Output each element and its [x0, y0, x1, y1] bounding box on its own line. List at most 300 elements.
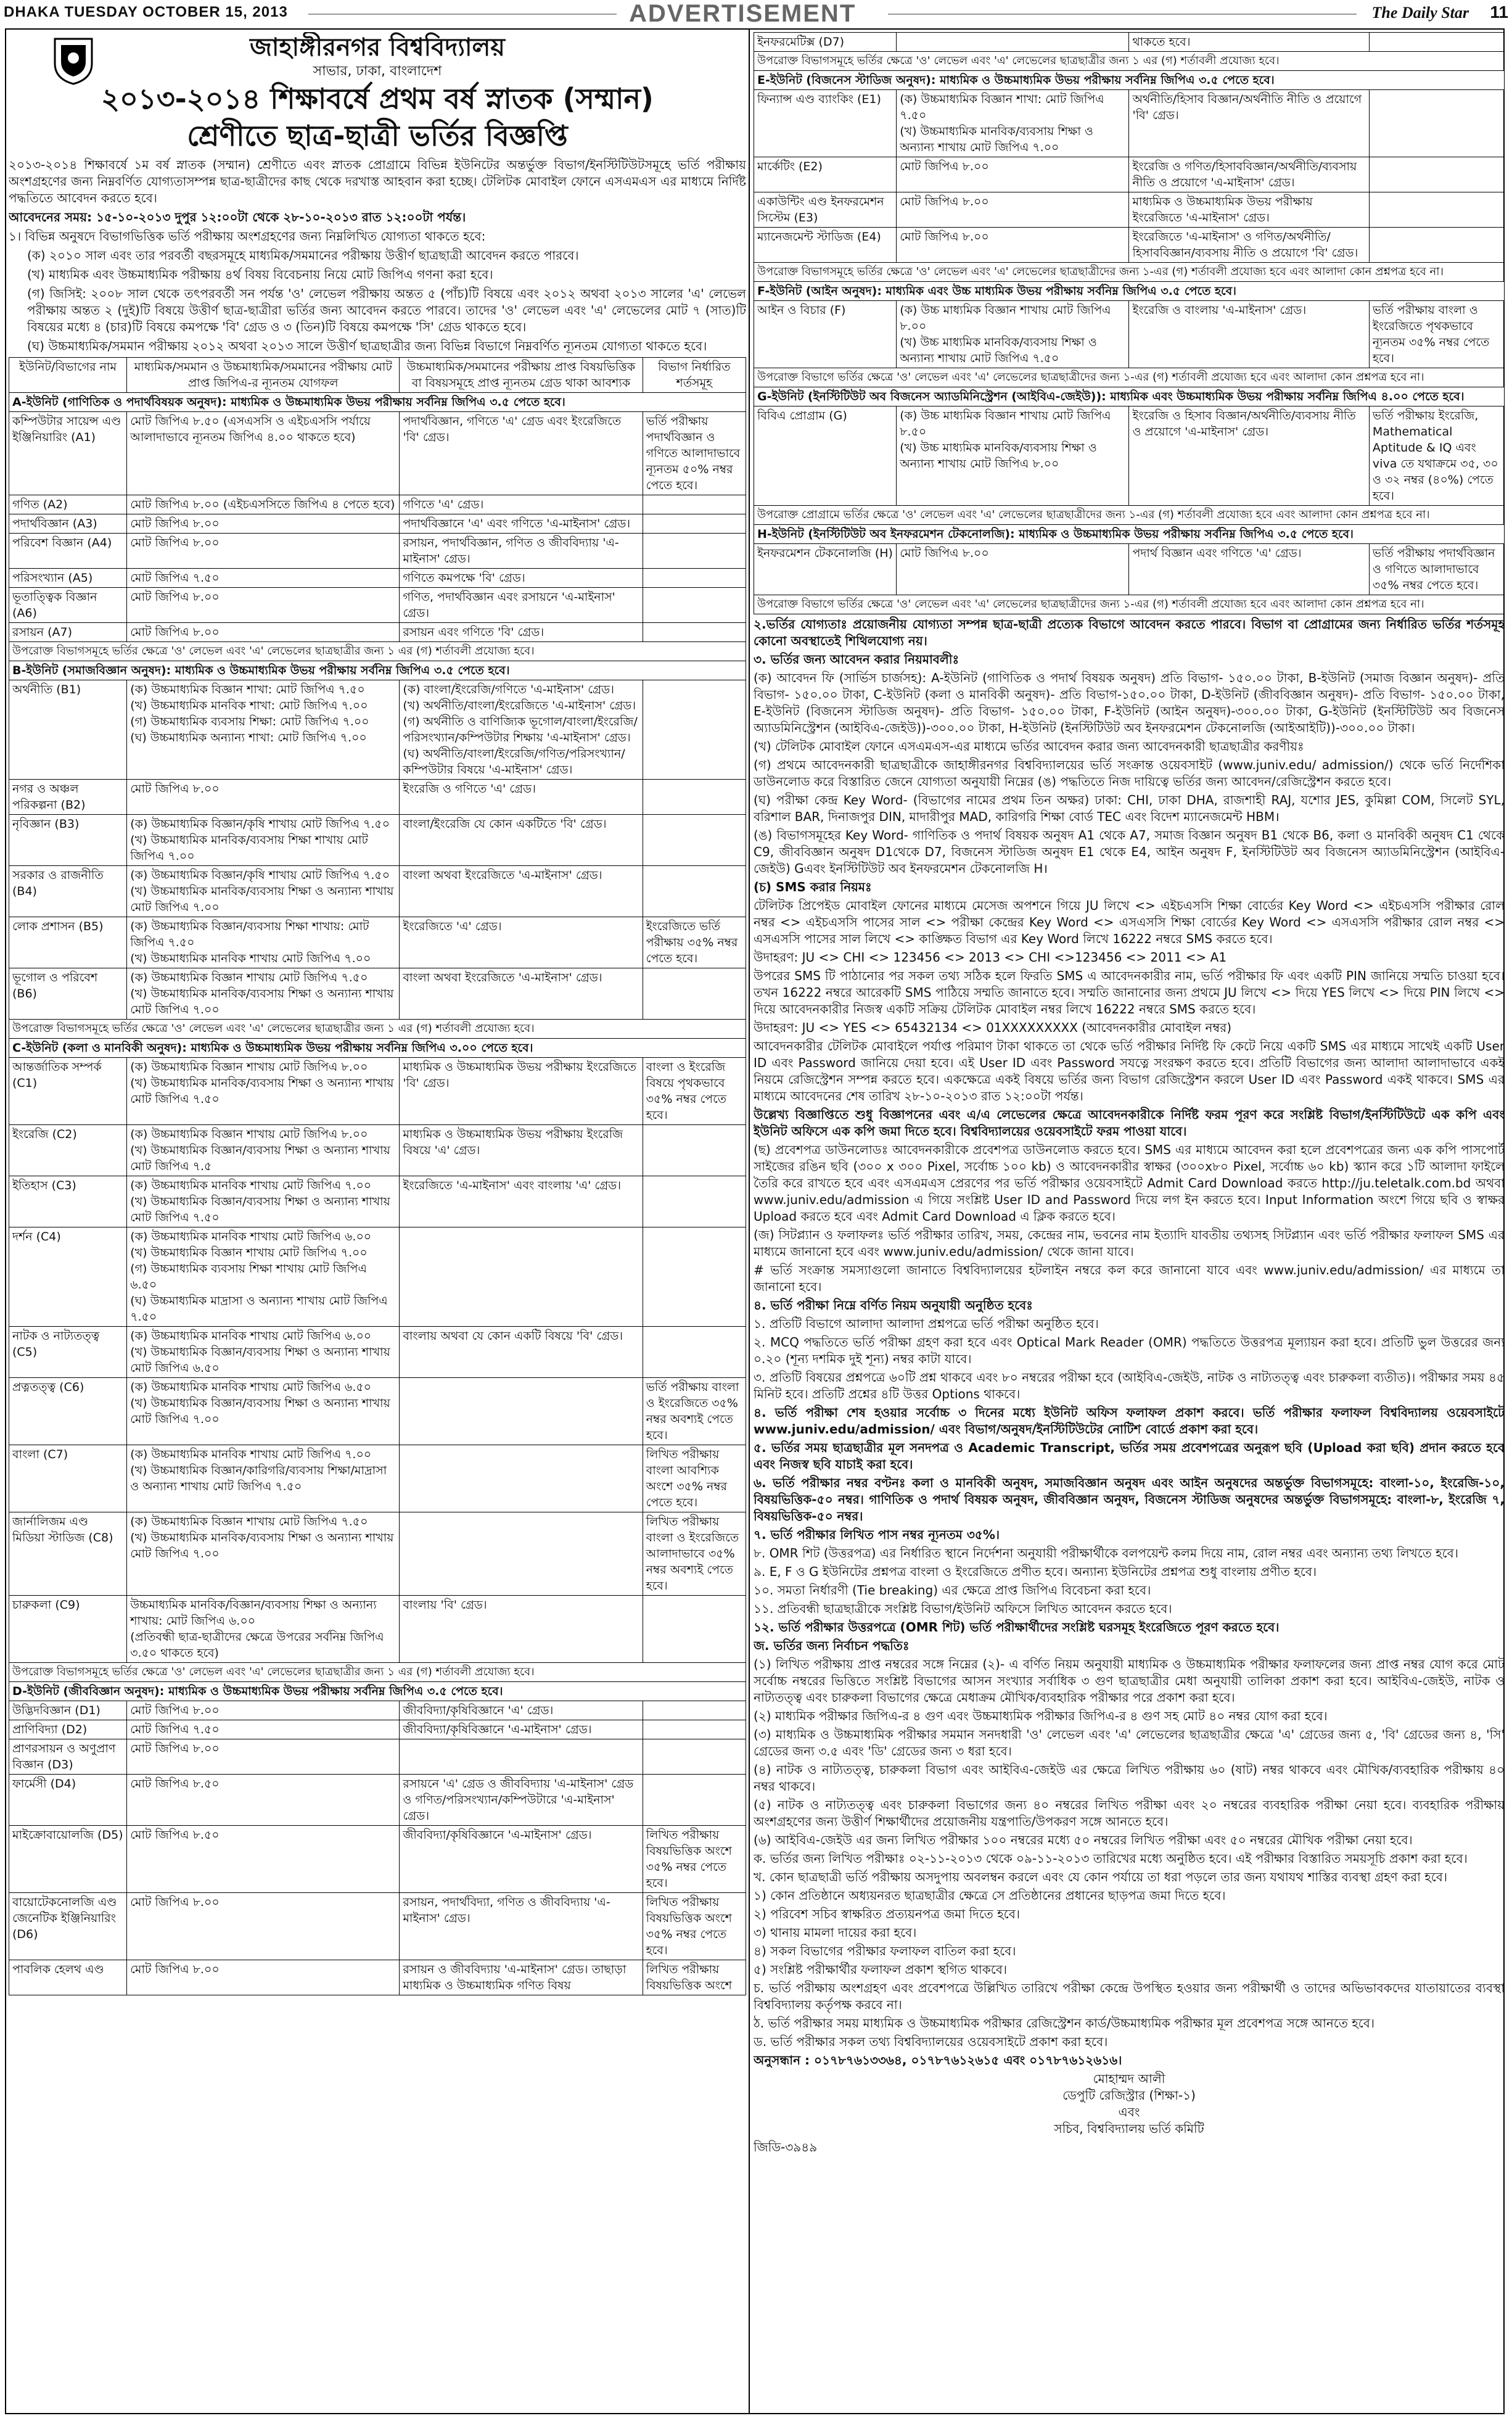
unit-e-heading	[754, 71, 1505, 90]
grade-requirement: ইংরেজি ও গণিত/হিসাববিজ্ঞান/অর্থনীতি/ব্যবসায় নীতি ও প্রয়োগে 'এ-মাইনাস' গ্রেড।	[1129, 157, 1369, 192]
header-grade: উচ্চমাধ্যমিক/সমমানের পরীক্ষায় প্রাপ্ত বিষয়ভিত্তিক বা বিষয়সমূহে প্রাপ্ত ন্যূনতম গ্রেড থাকা আবশ্যক	[400, 358, 643, 393]
department-name: উদ্ভিদবিজ্ঞান (D1)	[9, 1701, 127, 1720]
gpa-requirement: (ক) উচ্চ মাধ্যমিক বিজ্ঞান শাখায় মোট জিপিএ ৮.৫০ (খ) উচ্চ মাধ্যমিক মানবিক/ব্যবসায় শিক্ষা ও অন্যান্য শাখায় মোট জিপিএ ৮.০০	[897, 406, 1129, 506]
department-conditions: ভর্তি পরীক্ষায় ইংরেজি, Mathematical Aptitude & IQ এবং viva তে যথাক্রমে ৩৫, ৩০ ও ৩২ নম্বর (৪০%) পেতে হবে।	[1369, 406, 1504, 506]
grade-requirement: জীববিদ্যা/কৃষিবিজ্ঞানে 'এ' গ্রেড।	[400, 1701, 643, 1720]
left-column	[9, 32, 746, 2411]
instruction-paragraph: খ. কোন ছাত্রছাত্রী ভর্তি পরীক্ষায় অসদুপায় অবলম্বন করলে এবং যে কোন পর্যায়ে তা ধরা পড়লে তার জন্য যথাযথ শাস্তির ব্যবস্থা গ্রহণ করা হবে।	[754, 1870, 1448, 1884]
table-row	[9, 680, 746, 780]
gpa-requirement: (ক) উচ্চমাধ্যমিক বিজ্ঞান/কৃষি শাখায় মোট জিপিএ ৭.৫০ (খ) উচ্চমাধ্যমিক মানবিক/ব্যবসায় শিক্ষা ও অন্যান্য শাখায় মোট জিপিএ ৭.০০	[127, 866, 400, 917]
instruction-paragraph: (৪) নাটক ও নাট্যতত্ত্ব, চারুকলা বিভাগ এবং আইবিএ-জেইউ এর ক্ষেত্রে লিখিত পরীক্ষায় ৬০ (ষাট) নম্বর থাকবে এবং মৌখিক/ব্যবহারিক পরীক্ষায় ৪০ নম্বর থাকবে।	[754, 1762, 1505, 1794]
gpa-requirement: মোট জিপিএ ৮.৫০	[127, 1775, 400, 1826]
instruction-paragraph: (ঙ) বিভাগসমূহের Key Word- গাণিতিক ও পদার্থ বিষয়ক অনুষদ A1 থেকে A7, সমাজ বিজ্ঞান অনুষদ B1 থেকে B6, কলা ও মানবিকী অনুষদ C1 থেকে C9, জীববিজ্ঞান অনুষদ D1থেকে D7, বিজনেস স্টাডিজ অনুষদ E1 থেকে E4, আইন অনুষদ F, ইনস্টিটিউট অব বিজনেস অ্যাডমিনিস্ট্রেশন (আইবিএ-জেইউ) Gএবং ইনস্টিটিউট অব ইনফরমেশন টেকনোলজি H।	[754, 828, 1505, 876]
gpa-requirement: মোট জিপিএ ৮.০০	[127, 623, 400, 642]
notice-title-line1: ২০১৩-২০১৪ শিক্ষাবর্ষে প্রথম বর্ষ স্নাতক (সম্মান)	[101, 82, 654, 115]
instruction-paragraph: (ঘ) পরীক্ষা কেন্দ্র Key Word- (বিভাগের নামের প্রথম তিন অক্ষর) ঢাকা: CHI, ঢাকা DHA, রাজশাহী RAJ, যশোর JES, কুমিল্লা COM, সিলেট SYL, বরিশাল BAR, দিনাজপুর DIN, মাদারীপুর MAD, কারিগরি শিক্ষা বোর্ড TEC এবং বিদেশ ম্যানেজমেন্ট HBM।	[754, 793, 1505, 824]
department-name: ইতিহাস (C3)	[9, 1176, 127, 1227]
signature-block	[754, 2071, 1505, 2137]
instruction-paragraph: (জ) সিটপ্ল্যান ও ফলাফলঃ ভর্তি পরীক্ষার তারিখ, সময়, কেন্দ্রের নাম, ভবনের নাম ইত্যাদি যাবতীয় তথ্যসহ সিটপ্ল্যান এবং ভর্তি পরীক্ষার ফলাফল SMS এর মাধ্যমে জানানো হবে এবং www.juniv.edu/admission/ থেকে জানা যাবে।	[754, 1227, 1505, 1259]
hotline: অনুসন্ধান : ০১৭৮৭৬১৩৩৬৪, ০১৭৮৭৬১২৬১৫ এবং ০১৭৮৭৬১২৬১৬।	[754, 2053, 1122, 2068]
gpa-requirement: মোট জিপিএ ৮.৫০ (এসএসসি ও এইচএসসি পর্যায়ে আলাদাভাবে ন্যূনতম জিপিএ ৪.০০ থাকতে হবে)	[127, 412, 400, 495]
gpa-requirement: (ক) উচ্চমাধ্যমিক মানবিক শাখায় মোট জিপিএ ৭.০০ (খ) উচ্চমাধ্যমিক বিজ্ঞান/কারিগরি/ব্যবসায় শিক্ষা/মাদ্রাসা ও অন্যান্য শাখায় মোট জিপিএ ৭.৫০	[127, 1445, 400, 1512]
table-row	[9, 623, 746, 642]
grade-requirement: বাংলায় অথবা যে কোন একটি বিষয়ে 'বি' গ্রেড।	[400, 1327, 643, 1378]
department-name: বায়োটেকনোলজি এণ্ড জেনেটিক ইঞ্জিনিয়ারিং (D6)	[9, 1893, 127, 1960]
department-name: নৃবিজ্ঞান (B3)	[9, 815, 127, 866]
department-name: কম্পিউটার সায়েন্স এণ্ড ইঞ্জিনিয়ারিং (A1)	[9, 412, 127, 495]
instruction-paragraph: ৪) সকল বিভাগের পরীক্ষার ফলাফল বাতিল করা হবে।	[754, 1944, 1016, 1958]
department-name: ম্যানেজমেন্ট স্টাডিজ (E4)	[754, 228, 897, 263]
instruction-paragraph: ২. MCQ পদ্ধতিতে ভর্তি পরীক্ষা গ্রহণ করা হবে এবং Optical Mark Reader (OMR) পদ্ধতিতে উত্তরপত্র মূল্যায়ন করা হবে। প্রতিটি ভুল উত্তরের জন্য ০.২০ (শূন্য দশমিক দুই শূন্য) নম্বর কাটা যাবে।	[754, 1335, 1505, 1366]
department-conditions	[643, 1125, 746, 1176]
gpa-requirement: উচ্চমাধ্যমিক মানবিক/বিজ্ঞান/ব্যবসায় শিক্ষা ও অন্যান্য শাখায়: মোট জিপিএ ৬.০০ (প্রতিবন্ধী ছাত্র-ছাত্রীদের ক্ষেত্রে উপরের সর্বনিম্ন জিপিএ ৩.৫০ থাকতে হবে)	[127, 1596, 400, 1663]
instruction-paragraph: ৮. OMR শিট (উত্তরপত্র) এর নির্ধারিত স্থানে নির্দেশনা অনুযায়ী পরীক্ষার্থীকে বলপয়েন্ট কলম দিয়ে নাম, রোল নম্বর এবং অন্যান্য তথ্য লিখতে হবে।	[754, 1546, 1458, 1561]
department-conditions: ভর্তি পরীক্ষায় বাংলা ও ইংরেজিতে ৩৫% নম্বর অবশ্যই পেতে হবে।	[643, 1378, 746, 1445]
gpa-requirement: মোট জিপিএ ৮.০০	[127, 1739, 400, 1775]
department-conditions	[1369, 90, 1504, 157]
requirement-ka: (ক) ২০১০ সাল এবং তার পরবর্তী বছরসমূহে মাধ্যমিক/সমমানের পরীক্ষায় উত্তীর্ণ ছাত্রছাত্রী আবেদন করতে পারবে।	[27, 248, 579, 263]
department-name: মাইক্রোবায়োলজি (D5)	[9, 1826, 127, 1893]
unit-d-heading-text: D-ইউনিট (জীববিজ্ঞান অনুষদ): মাধ্যমিক ও উচ্চমাধ্যমিক উভয় পরীক্ষায় সর্বনিম্ন জিপিএ ৩.৫ পেতে হবে।	[9, 1682, 746, 1701]
table-row	[754, 157, 1505, 192]
gpa-requirement: মোট জিপিএ ৮.০০	[897, 544, 1129, 595]
department-name: একাউন্টিং এণ্ড ইনফরমেশন সিস্টেম (E3)	[754, 192, 897, 228]
gpa-requirement: (ক) উচ্চমাধ্যমিক বিজ্ঞান শাখায় মোট জিপিএ ৭.৫০ (খ) উচ্চমাধ্যমিক মানবিক/ব্যবসায় শিক্ষা ও অন্যান্য শাখায় মোট জিপিএ ৭.০০	[127, 968, 400, 1020]
department-conditions	[643, 534, 746, 569]
column-divider	[749, 28, 750, 2414]
gpa-requirement: মোট জিপিএ ৮.৫০	[127, 1826, 400, 1893]
unit-d-note-text: উপরোক্ত বিভাগসমূহে ভর্তির ক্ষেত্রে 'ও' লেভেল এবং 'এ' লেভেলের ছাত্রছাত্রীর জন্য ১ এর (গ) শর্তাবলী প্রযোজ্য হবে।	[754, 52, 1505, 71]
department-name: প্রাণরসায়ন ও অণুপ্রাণ বিজ্ঞান (D3)	[9, 1739, 127, 1775]
grade-requirement: বাংলা অথবা ইংরেজিতে 'এ-মাইনাস' গ্রেড।	[400, 968, 643, 1020]
table-row	[9, 514, 746, 534]
gpa-requirement: (ক) উচ্চ মাধ্যমিক বিজ্ঞান শাখায় মোট জিপিএ ৮.০০ (খ) উচ্চ মাধ্যমিক মানবিক/ব্যবসায় শিক্ষা ও অন্যান্য শাখায় মোট জিপিএ ৭.৫০	[897, 301, 1129, 368]
gpa-requirement: (ক) উচ্চমাধ্যমিক মানবিক শাখায় মোট জিপিএ ৭.০০ (খ) উচ্চমাধ্যমিক বিজ্ঞান/ব্যবসায় শিক্ষা ও অন্যান্য শাখায় মোট জিপিএ ৭.৫০	[127, 1176, 400, 1227]
table-row	[9, 1893, 746, 1960]
gpa-requirement: (ক) উচ্চমাধ্যমিক বিজ্ঞান শাখা: মোট জিপিএ ৭.৫০ (খ) উচ্চমাধ্যমিক মানবিক/ব্যবসায় শিক্ষা ও অন্যান্য শাখায় মোট জিপিএ ৭.০০	[897, 90, 1129, 157]
unit-h-heading-text: H-ইউনিট (ইনস্টিটিউট অব ইনফরমেশন টেকনোলজি): মাধ্যমিক ও উচ্চমাধ্যমিক উভয় পরীক্ষায় সর্বনিম্ন জিপিএ ৩.৫ পেতে হবে।	[754, 525, 1505, 544]
grade-requirement	[400, 1378, 643, 1445]
department-name: জার্নালিজম এণ্ড মিডিয়া স্টাডিজ (C8)	[9, 1512, 127, 1596]
table-row	[9, 534, 746, 569]
gpa-requirement: মোট জিপিএ ৭.৫০	[127, 1720, 400, 1739]
department-conditions	[643, 1701, 746, 1720]
instruction-paragraph: (ছ) প্রবেশপত্র ডাউনলোডঃ আবেদনকারীকে প্রবেশপত্র ডাউনলোড করতে হবে। SMS এর মাধ্যমে আবেদন করা হলে প্রবেশপত্রের জন্য এক কপি পাসপোর্ট সাইজের রঙিন ছবি (৩০০ x ৩০০ Pixel, সর্বোচ্চ ১০০ kb) ও আবেদনকারীর স্বাক্ষর (৩০০x৮০ Pixel, সর্বোচ্চ ৬০ kb) স্ক্যান করে ১টি আলাদা ফাইলে তৈরি করে রাখতে হবে এবং এসএমএস প্রেরণের পর ভর্তি পরীক্ষার ওয়েবসাইটে Admit Card Download করতে http://ju.teletalk.com.bd অথবা www.juniv.edu/admission এ গিয়ে সংশ্লিষ্ট User ID and Password দিয়ে লগ ইন করতে হবে। Input Information অংশে গিয়ে ছবি ও স্বাক্ষর Upload করতে হবে এবং Admit Card Download এ ক্লিক করতে হবে।	[754, 1142, 1505, 1224]
instruction-paragraph: উল্লেখ্য বিজ্ঞাপ্তিতে শুধু বিজ্ঞাপনের এবং এ/এ লেভেলের ক্ষেত্রে আবেদনকারীকে নির্দিষ্ট ফরম পূরণ করে সংশ্লিষ্ট বিভাগ/ইনস্টিটিউটে এক কপি এবং ইউনিট অফিসে এক কপি জমা দিতে হবে। বিশ্ববিদ্যালয়ের ওয়েবসাইটে ফরম পাওয়া যাবে।	[754, 1107, 1505, 1139]
department-name: বাংলা (C7)	[9, 1445, 127, 1512]
unit-d-note	[754, 52, 1505, 71]
department-name: ভূগোল ও পরিবেশ (B6)	[9, 968, 127, 1020]
grade-requirement: রসায়নে 'এ' গ্রেড ও জীববিদ্যায় 'এ-মাইনাস' গ্রেড ও গণিত/পরিসংখ্যান/কম্পিউটারে 'এ-মাইনাস' গ্রেড।	[400, 1775, 643, 1826]
unit-e-note-text: উপরোক্ত বিভাগসমূহে ভর্তির ক্ষেত্রে 'ও' লেভেল এবং 'এ' লেভেলের ছাত্রছাত্রীদের জন্য ১-এর (গ) শর্তাবলী প্রযোজ্য হবে এবং আলাদা কোন প্রশ্নপত্র হবে না।	[754, 263, 1505, 282]
gpa-requirement: (ক) উচ্চমাধ্যমিক মানবিক শাখায় মোট জিপিএ ৬.৫০ (খ) উচ্চমাধ্যমিক বিজ্ঞান/ব্যবসায় শিক্ষা ও অন্যান্য শাখায় মোট জিপিএ ৭.০০	[127, 1378, 400, 1445]
department-name: ইংরেজি (C2)	[9, 1125, 127, 1176]
department-conditions: লিখিত পরীক্ষায় বাংলা ও ইংরেজিতে আলাদাভাবে ৩৫% নম্বর অবশ্যই পেতে হবে।	[643, 1512, 746, 1596]
department-name: বিবিএ প্রোগ্রাম (G)	[754, 406, 897, 506]
department-conditions: লিখিত পরীক্ষায় বিষয়ভিত্তিক অংশে	[643, 1960, 746, 1995]
table-row	[754, 90, 1505, 157]
unit-c-note	[9, 1663, 746, 1682]
department-name: নাটক ও নাট্যতত্ত্ব (C5)	[9, 1327, 127, 1378]
signer-title: ডেপুটি রেজিস্ট্রার (শিক্ষা-১)	[1062, 2088, 1196, 2103]
table-row	[754, 406, 1505, 506]
grade-requirement: রসায়ন, পদার্থবিদ্যা, গণিত ও জীববিদ্যায় 'এ-মাইনাস' গ্রেড।	[400, 1893, 643, 1960]
university-logo-icon	[52, 36, 95, 85]
instruction-paragraph: উদাহরণ: JU <> CHI <> 123456 <> 2013 <> CHI <>123456 <> 2011 <> A1	[754, 950, 1227, 965]
gpa-requirement: মোট জিপিএ ৮.০০	[127, 1893, 400, 1960]
unit-a-note-text: উপরোক্ত বিভাগসমূহে ভর্তির ক্ষেত্রে 'ও' লেভেল এবং 'এ' লেভেলের ছাত্রছাত্রীর জন্য ১ এর (গ) শর্তাবলী প্রযোজ্য হবে।	[9, 642, 746, 661]
table-row	[9, 968, 746, 1020]
instruction-paragraph: টেলিটক প্রিপেইড মোবাইল ফোনের মাধ্যমে মেসেজ অপশনে গিয়ে JU লিখে <> এইচএসসি শিক্ষা বোর্ডের Key Word <> এইচএসসি পরীক্ষার রোল নম্বর <> এইচএসসি পাসের সাল <> পরীক্ষা কেন্দ্রের Key Word <> এসএসসি শিক্ষা বোর্ডের Key Word <> এসএসসি পরীক্ষার রোল নম্বর <> এসএসসি পাসের সাল লিখে <> কাঙ্ক্ষিত বিভাগ এর Key Word লিখে 16222 নম্বরে SMS করতে হবে।	[754, 898, 1505, 946]
gpa-requirement: মোট জিপিএ ৮.০০	[897, 157, 1129, 192]
grade-requirement: রসায়ন ও জীববিদ্যায় 'এ-মাইনাস' গ্রেড। তাছাড়া মাধ্যমিক ও উচ্চমাধ্যমিক গণিত বিষয়	[400, 1960, 643, 1995]
instruction-paragraph: ৪. ভর্তি পরীক্ষা নিম্নে বর্ণিত নিয়ম অনুযায়ী অনুষ্ঠিত হবেঃ	[754, 1298, 1033, 1313]
unit-g-heading-text: G-ইউনিট (ইনস্টিটিউট অব বিজনেস অ্যাডমিনিস্ট্রেশন (আইবিএ-জেইউ)): মাধ্যমিক এবং উচ্চমাধ্যমিক উভয় পরীক্ষায় সর্বনিম্ন জিপিএ ৪.০০ পেতে হবে।	[754, 387, 1505, 406]
university-name: জাহাঙ্গীরনগর বিশ্ববিদ্যালয়	[250, 33, 505, 62]
department-conditions	[643, 588, 746, 623]
table-row	[9, 1960, 746, 1995]
unit-g-note	[754, 506, 1505, 525]
grade-requirement: রসায়ন, পদার্থবিজ্ঞান, গণিত ও জীববিদ্যায় 'এ-মাইনাস' গ্রেড।	[400, 534, 643, 569]
grade-requirement: ইংরেজিতে 'এ-মাইনাস' ও গণিত/অর্থনীতি/হিসাববিজ্ঞান/ব্যবসায় নীতি ও প্রয়োগে 'বি' গ্রেড।	[1129, 228, 1369, 263]
unit-b-note-text: উপরোক্ত বিভাগসমূহে ভর্তির ক্ষেত্রে 'ও' লেভেল এবং 'এ' লেভেলের ছাত্রছাত্রীর জন্য ১ এর (গ) শর্তাবলী প্রযোজ্য হবে।	[9, 1020, 746, 1039]
gpa-requirement	[897, 33, 1129, 52]
table-row	[9, 588, 746, 623]
department-conditions	[643, 866, 746, 917]
unit-g-heading	[754, 387, 1505, 406]
grade-requirement: পদার্থ বিজ্ঞান এবং গণিতে 'এ' গ্রেড।	[1129, 544, 1369, 595]
grade-requirement: ইংরেজি ও হিসাব বিজ্ঞান/অর্থনীতি/ব্যবসায় নীতি ও প্রয়োগে 'এ-মাইনাস' গ্রেড।	[1129, 406, 1369, 506]
table-row	[9, 815, 746, 866]
table-row	[9, 1739, 746, 1775]
department-name: পাবলিক হেলথ এণ্ড	[9, 1960, 127, 1995]
table-row	[9, 866, 746, 917]
table-header	[9, 358, 746, 393]
gpa-requirement: মোট জিপিএ ৮.০০	[897, 228, 1129, 263]
instruction-paragraph: ঠ. ভর্তি পরীক্ষার সময় মাধ্যমিক ও উচ্চমাধ্যমিক পরীক্ষার রেজিস্ট্রেশন কার্ড/উচ্চমাধ্যমিক পরীক্ষার মূল প্রবেশপত্র সঙ্গে আনতে হবে।	[754, 2016, 1375, 2031]
table-row	[9, 1512, 746, 1596]
header-conditions: বিভাগ নির্ধারিত শর্তসমূহ	[643, 358, 746, 393]
table-row	[9, 412, 746, 495]
unit-f-heading	[754, 282, 1505, 301]
grade-requirement: বাংলায় 'বি' গ্রেড।	[400, 1596, 643, 1663]
instruction-paragraph: ১০. সমতা নির্ধারণী (Tie breaking) এর ক্ষেত্রে প্রাপ্ত জিপিএ বিবেচনা করা হবে।	[754, 1583, 1151, 1598]
department-name: লোক প্রশাসন (B5)	[9, 917, 127, 968]
table-row	[9, 1378, 746, 1445]
grade-requirement: ইংরেজি ও বাংলায় 'এ-মাইনাস' গ্রেড।	[1129, 301, 1369, 368]
requirements-table-left	[9, 357, 746, 1995]
instruction-paragraph: উদাহরণ: JU <> YES <> 65432134 <> 01XXXXXXXXX (আবেদনকারীর মোবাইল নম্বর)	[754, 1020, 1232, 1035]
department-name: পরিসংখ্যান (A5)	[9, 569, 127, 588]
grade-requirement: মাধ্যমিক ও উচ্চমাধ্যমিক উভয় পরীক্ষায় ইংরেজিতে 'এ-মাইনাস' গ্রেড।	[1129, 192, 1369, 228]
requirement-gha: (ঘ) উচ্চমাধ্যমিক/সমমান পরীক্ষায় ২০১২ অথবা ২০১৩ সালে উত্তীর্ণ ছাত্রছাত্রীর জন্য বিভিন্ন বিভাগে নিম্নবর্ণিত ন্যূনতম যোগ্যতা থাকতে হবে।	[27, 339, 707, 353]
department-name: অর্থনীতি (B1)	[9, 680, 127, 780]
department-name: ইনফরমেটিক্স (D7)	[754, 33, 897, 52]
gpa-requirement: (ক) উচ্চমাধ্যমিক বিজ্ঞান শাখায় মোট জিপিএ ৮.০০ (খ) উচ্চমাধ্যমিক বিজ্ঞান/ব্যবসায় শিক্ষা ও অন্যান্য শাখায় মোট জিপিএ ৭.৫	[127, 1125, 400, 1176]
rule-right	[888, 14, 1357, 15]
department-conditions	[643, 815, 746, 866]
department-conditions	[643, 968, 746, 1020]
department-conditions	[1369, 192, 1504, 228]
grade-requirement: ইংরেজিতে 'এ' গ্রেড।	[400, 917, 643, 968]
department-name: নগর ও অঞ্চল পরিকল্পনা (B2)	[9, 780, 127, 815]
department-name: সরকার ও রাজনীতি (B4)	[9, 866, 127, 917]
table-row	[754, 228, 1505, 263]
grade-requirement: মাধ্যমিক ও উচ্চমাধ্যমিক উভয় পরীক্ষায় ইংরেজিতে 'বি' গ্রেড।	[400, 1058, 643, 1125]
unit-b-heading-text: B-ইউনিট (সমাজবিজ্ঞান অনুষদ): মাধ্যমিক ও উচ্চমাধ্যমিক উভয় পরীক্ষায় সর্বনিম্ন জিপিএ ৩.৫ পেতে হবে।	[9, 661, 746, 680]
grade-requirement: পদার্থবিজ্ঞান, গণিতে 'এ' গ্রেড এবং ইংরেজিতে 'বি' গ্রেড।	[400, 412, 643, 495]
page-number: 11	[1490, 2, 1508, 22]
instructions	[754, 616, 1505, 2050]
department-conditions	[1369, 33, 1504, 52]
gpa-requirement: (ক) উচ্চমাধ্যমিক বিজ্ঞান শাখা: মোট জিপিএ ৭.৫০ (খ) উচ্চমাধ্যমিক মানবিক শাখা: মোট জিপিএ ৭.০০ (গ) উচ্চমাধ্যমিক ব্যবসায় শিক্ষা: মোট জিপিএ ৭.০০ (ঘ) উচ্চমাধ্যমিক অন্যান্য শাখা: মোট জিপিএ ৭.০০	[127, 680, 400, 780]
table-row	[754, 301, 1505, 368]
grade-requirement: (ক) বাংলা/ইংরেজি/গণিতে 'এ-মাইনাস' গ্রেড। (খ) অর্থনীতি/বাংলা/ইংরেজিতে 'এ-মাইনাস' গ্রেড। (গ) অর্থনীতি ও বাণিজ্যিক ভূগোল/বাংলা/ইংরেজি/পরিসংখ্যান/কম্পিউটার শিক্ষায় 'এ-মাইনাস' গ্রেড। (ঘ) অর্থনীতি/বাংলা/ইংরেজি/গণিত/পরিসংখ্যান/কম্পিউটার বিষয়ে 'এ-মাইনাস' গ্রেড।	[400, 680, 643, 780]
unit-h-heading	[754, 525, 1505, 544]
unit-f-note-text: উপরোক্ত বিভাগে ভর্তির ক্ষেত্রে 'ও' লেভেল এবং 'এ' লেভেলের ছাত্রছাত্রীদের জন্য ১-এর (গ) শর্তাবলী প্রযোজ্য হবে এবং আলাদা কোন প্রশ্নপত্র হবে না।	[754, 368, 1505, 387]
application-deadline: আবেদনের সময়: ১৫-১০-২০১৩ দুপুর ১২:০০টা থেকে ২৮-১০-২০১৩ রাত ১২:০০টা পর্যন্ত।	[9, 210, 466, 225]
requirement-ga: (গ) জিসিই: ২০০৮ সাল থেকে তৎপরবর্তী সন পর্যন্ত 'ও' লেভেল পরীক্ষায় অন্তত ৫ (পাঁচ)টি বিষয়ে এবং ২০১২ অথবা ২০১৩ সালের 'এ' লেভেল পরীক্ষায় অন্তত ২ (দুই)টি বিষয়ে উত্তীর্ণ ছাত্র-ছাত্রীরা ভর্তির জন্য আবেদন করতে পারবে। তাদের 'ও' লেভেল এবং 'এ' লেভেলের মোট ৭ (সাত)টি বিষয়ের মধ্যে ৪ (চার)টি বিষয়ে কমপক্ষে 'বি' গ্রেড ও ৩ (তিন)টি বিষয়ে কমপক্ষে 'সি' গ্রেড থাকতে হবে।	[27, 286, 746, 334]
grade-requirement	[400, 1227, 643, 1327]
rule-left	[308, 14, 617, 15]
grade-requirement: পদার্থবিজ্ঞানে 'এ' এবং গণিতে 'এ-মাইনাস' গ্রেড।	[400, 514, 643, 534]
department-conditions: ইংরেজিতে ভর্তি পরীক্ষায় ৩৫% নম্বর পেতে হবে।	[643, 917, 746, 968]
department-name: আইন ও বিচার (F)	[754, 301, 897, 368]
department-name: মার্কেটিং (E2)	[754, 157, 897, 192]
instruction-paragraph: ১১. প্রতিবন্ধী ছাত্রছাত্রীকে সংশ্লিষ্ট বিভাগ/ইউনিট অফিসে লিখিত আবেদন করতে হবে।	[754, 1601, 1172, 1616]
gpa-requirement: মোট জিপিএ ৭.৫০	[127, 569, 400, 588]
instruction-paragraph: ৩) থানায় মামলা দায়ের করা হবে।	[754, 1925, 917, 1940]
grade-requirement: মাধ্যমিক ও উচ্চমাধ্যমিক উভয় পরীক্ষায় ইংরেজি বিষয়ে 'এ' গ্রেড।	[400, 1125, 643, 1176]
department-conditions: ভর্তি পরীক্ষায় বাংলা ও ইংরেজিতে পৃথকভাবে ন্যূনতম ৩৫% নম্বর পেতে হবে।	[1369, 301, 1504, 368]
department-conditions	[1369, 228, 1504, 263]
gpa-requirement: মোট জিপিএ ৮.০০	[127, 534, 400, 569]
gpa-requirement: মোট জিপিএ ৮.০০	[897, 192, 1129, 228]
table-row	[754, 33, 1505, 52]
department-name: চারুকলা (C9)	[9, 1596, 127, 1663]
department-conditions	[643, 1327, 746, 1378]
grade-requirement: রসায়ন এবং গণিতে 'বি' গ্রেড।	[400, 623, 643, 642]
section-label: ADVERTISEMENT	[629, 0, 857, 27]
unit-d-heading	[9, 1682, 746, 1701]
table-row	[754, 544, 1505, 595]
department-name: পদার্থবিজ্ঞান (A3)	[9, 514, 127, 534]
department-conditions	[643, 1720, 746, 1739]
grade-requirement: গণিত, পদার্থবিজ্ঞান এবং রসায়নে 'এ-মাইনাস' গ্রেড।	[400, 588, 643, 623]
department-conditions: লিখিত পরীক্ষায় বিষয়ভিত্তিক অংশে ৩৫% নম্বর পেতে হবে।	[643, 1826, 746, 1893]
masthead	[0, 0, 1512, 25]
grade-requirement: বাংলা/ইংরেজি যে কোন একটিতে 'বি' গ্রেড।	[400, 815, 643, 866]
signer-and: এবং	[1118, 2105, 1140, 2119]
department-conditions	[643, 1176, 746, 1227]
unit-e-note	[754, 263, 1505, 282]
department-name: প্রাণিবিদ্যা (D2)	[9, 1720, 127, 1739]
instruction-paragraph: (৬) আইবিএ-জেইউ এর জন্য লিখিত পরীক্ষার ১০০ নম্বরের মধ্যে ৫০ নম্বরের লিখিত পরীক্ষা এবং ৫০ নম্বরের মৌখিক পরীক্ষা নেয়া হবে।	[754, 1833, 1413, 1847]
table-row	[9, 1327, 746, 1378]
unit-c-heading-text: C-ইউনিট (কলা ও মানবিকী অনুষদ): মাধ্যমিক ও উচ্চমাধ্যমিক উভয় পরীক্ষায় সর্বনিম্ন জিপিএ ৩.০০ পেতে হবে।	[9, 1039, 746, 1058]
instruction-paragraph: ১২. ভর্তি পরীক্ষার উত্তরপত্রে (OMR শিট) ভর্তি পরীক্ষার্থীদের সংশ্লিষ্ট ঘরসমূহ ইংরেজিতে পূরণ করতে হবে।	[754, 1620, 1280, 1635]
table-row	[9, 569, 746, 588]
instruction-paragraph: (খ) টেলিটক মোবাইল ফোনে এসএমএস-এর মাধ্যমে ভর্তির আবেদন করার জন্য আবেদনকারী ছাত্রছাত্রীর করণীয়ঃ	[754, 739, 1304, 754]
table-row	[9, 780, 746, 815]
instruction-paragraph: ৭. ভর্তি পরীক্ষার লিখিত পাস নম্বর ন্যূনতম ৩৫%।	[754, 1527, 1000, 1542]
gpa-requirement: মোট জিপিএ ৮.০০	[127, 514, 400, 534]
instruction-paragraph: # ভর্তি সংক্রান্ত সমস্যাগুলো জানাতে বিশ্ববিদ্যালয়ের হটলাইন নম্বরে কল করে জানানো যাবে এবং www.juniv.edu/admission/ এর মাধ্যমে তা জানানো হবে।	[754, 1263, 1505, 1294]
grade-requirement: জীববিদ্যা/কৃষিবিজ্ঞানে 'এ-মাইনাস' গ্রেড।	[400, 1720, 643, 1739]
gpa-requirement: মোট জিপিএ ৮.০০	[127, 780, 400, 815]
gpa-requirement: মোট জিপিএ ৮.০০ (এইচএসসিতে জিপিএ ৪ পেতে হবে)	[127, 495, 400, 514]
instruction-paragraph: জ. ভর্তির জন্য নির্বাচন পদ্ধতিঃ	[754, 1638, 910, 1653]
grade-requirement: অর্থনীতি/হিসাব বিজ্ঞান/অর্থনীতি নীতি ও প্রয়োগে 'বি' গ্রেড।	[1129, 90, 1369, 157]
department-name: ইনফরমেশন টেকনোলজি (H)	[754, 544, 897, 595]
instruction-paragraph: (ক) আবেদন ফি (সার্ভিস চার্জসহ): A-ইউনিট (গাণিতিক ও পদার্থ বিষয়ক অনুষদ) প্রতি বিভাগ- ১৫০.০০ টাকা, B-ইউনিট (সমাজ বিজ্ঞান অনুষদ)- প্রতি বিভাগ- ১৫০.০০ টাকা, C-ইউনিট (কলা ও মানবিকী অনুষদ)- প্রতি বিভাগ-১৫০.০০ টাকা, D-ইউনিট (জীববিজ্ঞান অনুষদ)- প্রতি বিভাগ- ১৫০.০০ টাকা, E-ইউনিট (বিজনেস স্টাডিজ অনুষদ)- প্রতি বিভাগ- ১৫০.০০ টাকা, F-ইউনিট (আইন অনুষদ)-৩০০.০০ টাকা, G-ইউনিট (ইনস্টিটিউট অব বিজনেস অ্যাডমিনিস্ট্রেশন (আইবিএ-জেইউ))-৩০০.০০ টাকা, H-ইউনিট (ইনস্টিটিউট অব ইনফরমেশন টেকনোলজি (আইআইটি))-৩০০.০০ টাকা।	[754, 670, 1505, 735]
table-row	[9, 1125, 746, 1176]
department-conditions: ভর্তি পরীক্ষায় পদার্থবিজ্ঞান ও গণিতে আলাদাভাবে ৩৫% নম্বর পেতে হবে।	[1369, 544, 1504, 595]
unit-g-note-text: উপরোক্ত প্রোগ্রামে ভর্তির ক্ষেত্রে 'ও' লেভেল এবং 'এ' লেভেলের ছাত্রছাত্রীদের জন্য ১-এর (গ) শর্তাবলী প্রযোজ্য হবে এবং আলাদা কোন প্রশ্নপত্র হবে না।	[754, 506, 1505, 525]
department-name: আন্তর্জাতিক সম্পর্ক (C1)	[9, 1058, 127, 1125]
university-address: সাভার, ঢাকা, বাংলাদেশ	[313, 64, 442, 79]
department-conditions	[643, 495, 746, 514]
left-table-body	[9, 393, 746, 1995]
instruction-paragraph: (১) লিখিত পরীক্ষায় প্রাপ্ত নম্বরের সঙ্গে নিম্নের (২)- এ বর্ণিত নিয়ম অনুযায়ী মাধ্যমিক ও উচ্চমাধ্যমিক পরীক্ষার ফলাফলের জন্য প্রাপ্ত নম্বর যোগ করে মোট সর্বোচ্চ নম্বরের ভিত্তিতে সংশ্লিষ্ট বিভাগের আসন সংখ্যার সর্বাধিক ৩ গুণ ছাত্রছাত্রীর মেধা অনুযায়ী তালিকা প্রকাশ করা হবে। আইবিএ-জেইউ, নাটক ও নাট্যতত্ত্ব এবং চারুকলা বিভাগের ক্ষেত্রে মেধাক্রম মৌখিক/ব্যবহারিক পরীক্ষার পরে প্রকাশ করা হবে।	[754, 1657, 1505, 1705]
signer-name: মোহাম্মদ আলী	[1093, 2071, 1165, 2086]
department-name: ফিন্যান্স এণ্ড ব্যাংকিং (E1)	[754, 90, 897, 157]
gd-code: জিডি-৩৯৪৯	[754, 2140, 818, 2155]
dateline: DHAKA TUESDAY OCTOBER 15, 2013	[4, 4, 288, 20]
instruction-paragraph: চ. ভর্তি পরীক্ষায় অংশগ্রহণ এবং প্রবেশপত্রে উল্লিখিত তারিখে পরীক্ষা কেন্দ্রে উপস্থিত হওয়ার জন্য পরীক্ষার্থী ও তাদের অভিভাবকদের যাতায়াতের ব্যবস্থা বিশ্ববিদ্যালয় কর্তৃপক্ষ করবে না।	[754, 1981, 1505, 2012]
department-name: গণিত (A2)	[9, 495, 127, 514]
grade-requirement: ইংরেজিতে 'এ-মাইনাস' এবং বাংলায় 'এ' গ্রেড।	[400, 1176, 643, 1227]
right-table-body	[754, 33, 1505, 614]
table-row	[9, 1826, 746, 1893]
gpa-requirement: মোট জিপিএ ৮.০০	[127, 1960, 400, 1995]
table-row	[9, 1058, 746, 1125]
department-conditions	[643, 680, 746, 780]
department-name: প্রত্নতত্ত্ব (C6)	[9, 1378, 127, 1445]
right-column	[754, 32, 1505, 2411]
gpa-requirement: (ক) উচ্চমাধ্যমিক মানবিক শাখায় মোট জিপিএ ৬.০০ (খ) উচ্চমাধ্যমিক বিজ্ঞান/ব্যবসায় শিক্ষা ও অন্যান্য শাখায় মোট জিপিএ ৬.৫০	[127, 1327, 400, 1378]
newspaper-name: The Daily Star	[1371, 4, 1469, 22]
department-conditions	[643, 1596, 746, 1663]
department-conditions: ভর্তি পরীক্ষায় পদার্থবিজ্ঞান ও গণিতে আলাদাভাবে ন্যূনতম ৫০% নম্বর পেতে হবে।	[643, 412, 746, 495]
unit-b-heading	[9, 661, 746, 680]
instruction-paragraph: ৫. ভর্তির সময় ছাত্রছাত্রীর মূল সনদপত্র ও Academic Transcript, ভর্তির সময় প্রবেশপত্রের অনুরূপ ছবি (Upload করা ছবি) প্রদান করতে হবে এবং নিজস্ব ছবি যাচাই করা হবে।	[754, 1440, 1505, 1472]
grade-requirement: গণিতে 'এ' গ্রেড।	[400, 495, 643, 514]
unit-a-heading	[9, 393, 746, 412]
instruction-paragraph: ২.ভর্তির যোগ্যতাঃ প্রয়োজনীয় যোগ্যতা সম্পন্ন ছাত্র-ছাত্রী প্রত্যেক বিভাগে আবেদন করতে পারবে। বিভাগ বা প্রোগ্রামের জন্য নির্ধারিত ভর্তির শর্তসমূহ কোনো অবস্থাতেই শিথিলযোগ্য নয়।	[754, 617, 1505, 648]
department-name: পরিবেশ বিজ্ঞান (A4)	[9, 534, 127, 569]
header-unit: ইউনিট/বিভাগের নাম	[9, 358, 127, 393]
unit-e-heading-text: E-ইউনিট (বিজনেস স্টাডিজ অনুষদ): মাধ্যমিক ও উচ্চমাধ্যমিক উভয় পরীক্ষায় সর্বনিম্ন জিপিএ ৩.৫ পেতে হবে।	[754, 71, 1505, 90]
department-conditions	[643, 1775, 746, 1826]
table-row	[9, 917, 746, 968]
instruction-paragraph: ১. প্রতিটি বিভাগে আলাদা আলাদা প্রশ্নপত্রে ভর্তি পরীক্ষা অনুষ্ঠিত হবে।	[754, 1316, 1099, 1331]
department-conditions	[643, 514, 746, 534]
gpa-requirement: (ক) উচ্চমাধ্যমিক বিজ্ঞান শাখায় মোট জিপিএ ৭.৫০ (খ) উচ্চমাধ্যমিক মানবিক/ব্যবসায় শিক্ষা ও অন্যান্য শাখায় মোট জিপিএ ৭.০০	[127, 1512, 400, 1596]
gpa-requirement: মোট জিপিএ ৮.০০	[127, 588, 400, 623]
department-conditions	[643, 780, 746, 815]
unit-f-heading-text: F-ইউনিট (আইন অনুষদ): মাধ্যমিক এবং উচ্চ মাধ্যমিক উভয় পরীক্ষায় সর্বনিম্ন জিপিএ ৩.৫ পেতে হবে।	[754, 282, 1505, 301]
instruction-paragraph: (৫) নাটক ও নাট্যতত্ত্ব এবং চারুকলা বিভাগের জন্য ৪০ নম্বরের লিখিত পরীক্ষা এবং ২০ নম্বরের ব্যবহারিক পরীক্ষা নেয়া হবে। ব্যবহারিক পরীক্ষায় অংশগ্রহণের জন্য উত্তীর্ণ শিক্ষার্থীদের প্রয়োজনীয় যন্ত্রপাতি/উপকরণ সঙ্গে আনতে হবে।	[754, 1797, 1505, 1829]
unit-b-note	[9, 1020, 746, 1039]
gpa-requirement: (ক) উচ্চমাধ্যমিক বিজ্ঞান/ব্যবসায় শিক্ষা শাখায়: মোট জিপিএ ৭.৫০ (খ) উচ্চমাধ্যমিক মানবিক শাখায় মোট জিপিএ ৭.০০	[127, 917, 400, 968]
instruction-paragraph: ৯. E, F ও G ইউনিটের প্রশ্নপত্র বাংলা ও ইংরেজিতে প্রণীত হবে। অন্যান্য ইউনিটের প্রশ্নপত্র শুধু বাংলায় প্রণীত হবে।	[754, 1564, 1317, 1579]
instruction-paragraph: ৬. ভর্তি পরীক্ষার নম্বর বণ্টনঃ কলা ও মানবিকী অনুষদ, সমাজবিজ্ঞান অনুষদ এবং আইন অনুষদের অন্তর্ভুক্ত বিভাগসমূহে: বাংলা-১০, ইংরেজি-১০, বিষয়ভিত্তিক-৫০ নম্বর। গাণিতিক ও পদার্থ বিষয়ক অনুষদ, জীববিজ্ঞান অনুষদ, বিজনেস স্টাডিজ অনুষদের অন্তর্ভুক্ত বিভাগসমূহে: বাংলা-৮, ইংরেজি ৭, বিষয়ভিত্তিক-৫০ নম্বর।	[754, 1475, 1505, 1524]
department-conditions: লিখিত পরীক্ষায় বিষয়ভিত্তিক অংশে ৩৫% নম্বর পেতে হবে।	[643, 1893, 746, 1960]
notice-title-line2: শ্রেণীতে ছাত্র-ছাত্রী ভর্তির বিজ্ঞপ্তি	[187, 119, 568, 152]
table-row	[9, 1596, 746, 1663]
instruction-paragraph: ২) পরিবেশ সচিব স্বাক্ষরিত প্রত্যয়নপত্র জমা দিতে হবে।	[754, 1907, 1020, 1921]
department-conditions	[1369, 157, 1504, 192]
table-row	[9, 1445, 746, 1512]
instruction-paragraph: ৩. ভর্তির জন্য আবেদন করার নিয়মাবলীঃ	[754, 652, 959, 667]
table-row	[9, 1227, 746, 1327]
table-row	[9, 495, 746, 514]
table-row	[754, 192, 1505, 228]
unit-a-note	[9, 642, 746, 661]
table-row	[9, 1775, 746, 1826]
instruction-paragraph: ৪. ভর্তি পরীক্ষা শেষ হওয়ার সর্বোচ্চ ৩ দিনের মধ্যে ইউনিট অফিস ফলাফল প্রকাশ করবে। ভর্তি পরীক্ষার ফলাফল বিশ্ববিদ্যালয় ওয়েবসাইটে www.juniv.edu/admission/ এবং বিভাগ/অনুষদ/ইনস্টিটিউটের নোটিশ বোর্ডে প্রকাশ করা হবে।	[754, 1405, 1505, 1437]
gpa-requirement: (ক) উচ্চমাধ্যমিক বিজ্ঞান/কৃষি শাখায় মোট জিপিএ ৭.৫০ (খ) উচ্চমাধ্যমিক মানবিক/ব্যবসায় শিক্ষা শাখায় মোট জিপিএ ৭.০০	[127, 815, 400, 866]
department-conditions	[643, 569, 746, 588]
signer-title2: সচিব, বিশ্ববিদ্যালয় ভর্তি কমিটি	[1054, 2121, 1204, 2136]
unit-f-note	[754, 368, 1505, 387]
table-row	[9, 1701, 746, 1720]
grade-requirement	[400, 1512, 643, 1596]
instruction-paragraph: উপরের SMS টি পাঠানোর পর সকল তথ্য সঠিক হলে ফিরতি SMS এ আবেদনকারীর নাম, ভর্তি পরীক্ষার ফি এবং একটি PIN জানিয়ে সম্মতি চাওয়া হবে। তখন 16222 নম্বরে আরেকটি SMS পাঠিয়ে সম্মতি জানাতে হবে। সম্মতি জানানোর জন্য প্রথমে JU লিখে <> দিয়ে YES লিখে <> দিয়ে PIN লিখে <> দিয়ে আবেদনকারীর নিজস্ব একটি সক্রিয় টেলিটক মোবাইল নম্বর লিখে 16222 নম্বরে SMS করতে হবে।	[754, 968, 1505, 1017]
department-conditions	[643, 1739, 746, 1775]
gpa-requirement: (ক) উচ্চমাধ্যমিক বিজ্ঞান শাখায় মোট জিপিএ ৮.০০ (খ) উচ্চমাধ্যমিক মানবিক/ব্যবসায় শিক্ষা ও অন্যান্য শাখায় মোট জিপিএ ৭.৫০	[127, 1058, 400, 1125]
gpa-requirement: মোট জিপিএ ৮.০০	[127, 1701, 400, 1720]
instruction-paragraph: ১) কোন প্রতিষ্ঠানে অধ্যয়নরত ছাত্রছাত্রীর ক্ষেত্রে সে প্রতিষ্ঠানের প্রধানের ছাড়পত্র জমা দিতে হবে।	[754, 1888, 1226, 1903]
department-conditions	[643, 1227, 746, 1327]
requirements-table-right	[754, 32, 1505, 614]
grade-requirement: থাকতে হবে।	[1129, 33, 1369, 52]
table-row	[9, 1720, 746, 1739]
intro-text: ২০১৩-২০১৪ শিক্ষাবর্ষে ১ম বর্ষ স্নাতক (সম্মান) শ্রেণীতে এবং স্নাতক প্রোগ্রামে বিভিন্ন ইউনিটের অন্তর্ভুক্ত বিভাগ/ইনস্টিটিউটসমূহে ভর্তি পরীক্ষায় অংশগ্রহণের জন্য নিম্নবর্ণিত যোগ্যতাসম্পন্ন ছাত্র-ছাত্রীদের কাছ থেকে দরখাস্ত আহবান করা হচ্ছে। টেলিটক মোবাইল ফোনে এসএমএস এর মাধ্যমে নির্দিষ্ট পদ্ধতিতে আবেদন করতে হবে।	[9, 157, 746, 205]
grade-requirement	[400, 1445, 643, 1512]
grade-requirement: গণিতে কমপক্ষে 'বি' গ্রেড।	[400, 569, 643, 588]
unit-h-note-text: উপরোক্ত বিভাগে ভর্তির ক্ষেত্রে 'ও' লেভেল এবং 'এ' লেভেলের ছাত্রছাত্রীদের জন্য ১-এর (গ) শর্তাবলী প্রযোজ্য হবে এবং আলাদা কোন প্রশ্নপত্র হবে না।	[754, 595, 1505, 614]
instruction-paragraph: ৩. প্রতিটি বিষয়ের প্রশ্নপত্রে ৬০টি প্রশ্ন থাকবে এবং ৮০ নম্বরের পরীক্ষা হবে (আইবিএ-জেইউ, নাটক ও নাট্যতত্ত্ব এবং চারুকলা ব্যতীত)। পরীক্ষার সময় ৪৫ মিনিট হবে। প্রতিটি প্রশ্নের ৪টি উত্তর Options থাকবে।	[754, 1370, 1505, 1401]
grade-requirement: বাংলা অথবা ইংরেজিতে 'এ-মাইনাস' গ্রেড।	[400, 866, 643, 917]
instruction-paragraph: (৩) মাধ্যমিক ও উচ্চমাধ্যমিক পরীক্ষার সমমান সনদধারী 'ও' লেভেল এবং 'এ' লেভেলের ছাত্রছাত্রীর ক্ষেত্রে 'এ' গ্রেডের জন্য ৫, 'বি' গ্রেডের জন্য ৪, 'সি' গ্রেডের জন্য ৩.৫ এবং 'ডি' গ্রেডের জন্য ৩ ধরা হবে।	[754, 1727, 1505, 1759]
department-conditions: লিখিত পরীক্ষায় বাংলা আবশ্যিক অংশে ৩৫% নম্বর পেতে হবে।	[643, 1445, 746, 1512]
table-row	[9, 1176, 746, 1227]
instruction-paragraph: (গ) প্রথমে আবেদনকারী ছাত্রছাত্রীকে জাহাঙ্গীরনগর বিশ্ববিদ্যালয়ের ভর্তি সংক্রান্ত ওয়েবসাইট (www.juniv.edu/ admission/) থেকে ভর্তি নির্দেশিকা ডাউনলোড করে বিস্তারিত জেনে যোগ্যতা অনুযায়ী নিম্নের (ঙ) পদ্ধতিতে নিজ দায়িত্বে ভর্তির জন্য আবেদন/রেজিস্ট্রেশন করতে হবে।	[754, 757, 1505, 789]
department-conditions	[643, 623, 746, 642]
department-name: ভূতাত্ত্বিক বিজ্ঞান (A6)	[9, 588, 127, 623]
requirement-intro: ১। বিভিন্ন অনুষদে বিভাগভিত্তিক ভর্তি পরীক্ষায় অংশগ্রহণের জন্য নিম্নলিখিত যোগ্যতা থাকতে হবে:	[9, 229, 486, 244]
grade-requirement: ইংরেজি ও গণিতে 'এ' গ্রেড।	[400, 780, 643, 815]
grade-requirement	[400, 1739, 643, 1775]
unit-c-note-text: উপরোক্ত বিভাগসমূহে ভর্তির ক্ষেত্রে 'ও' লেভেল এবং 'এ' লেভেলের ছাত্রছাত্রীর জন্য ১ এর (গ) শর্তাবলী প্রযোজ্য হবে।	[9, 1663, 746, 1682]
instruction-paragraph: (চ) SMS করার নিয়মঃ	[754, 880, 872, 894]
requirement-kha: (খ) মাধ্যমিক এবং উচ্চমাধ্যমিক পরীক্ষায় ৪র্থ বিষয় বিবেচনায় নিয়ে মোট জিপিএ গণনা করা হবে।	[27, 267, 493, 282]
unit-c-heading	[9, 1039, 746, 1058]
unit-h-note	[754, 595, 1505, 614]
gpa-requirement: (ক) উচ্চমাধ্যমিক মানবিক শাখায় মোট জিপিএ ৬.০০ (খ) উচ্চমাধ্যমিক বিজ্ঞান শাখায় মোট জিপিএ ৭.০০ (গ) উচ্চমাধ্যমিক ব্যবসায় শিক্ষা শাখায় মোট জিপিএ ৬.৫০ (ঘ) উচ্চমাধ্যমিক মাদ্রাসা ও অন্যান্য শাখায় মোট জিপিএ ৭.৫০	[127, 1227, 400, 1327]
instruction-paragraph: আবেদনকারীর টেলিটক মোবাইলে পর্যাপ্ত পরিমাণ টাকা থাকতে তা থেকে ভর্তি পরীক্ষার নির্দিষ্ট ফি কেটে নিয়ে একটি SMS এর মাধ্যমে সাথেই একটি User ID এবং Password জানিয়ে দেয়া হবে। এই User ID এবং Password সযত্নে সংরক্ষণ করতে হবে। প্রতিটি বিভাগের জন্য আলাদা আলাদাভাবে একই নিয়মে রেজিস্ট্রেশন সম্পন্ন করতে হবে। একক্ষেত্রে একই বিষয়ে ভর্তির জন্য বিভাগ রেজিস্ট্রেশন করলে User ID এবং Password একই থাকবে। SMS এর মাধ্যমে আবেদনের শেষ তারিখ ২৮-১০-২০১৩ রাত ১২:০০টা পর্যন্ত।	[754, 1039, 1505, 1103]
department-name: রসায়ন (A7)	[9, 623, 127, 642]
grade-requirement: জীববিদ্যা/কৃষিবিজ্ঞানে 'এ-মাইনাস' গ্রেড।	[400, 1826, 643, 1893]
department-name: ফার্মেসী (D4)	[9, 1775, 127, 1826]
header-gpa: মাধ্যমিক/সমমান ও উচ্চমাধ্যমিক/সমমানের পরীক্ষায় মোট প্রাপ্ত জিপিএ-র ন্যূনতম যোগফল	[127, 358, 400, 393]
department-conditions: বাংলা ও ইংরেজি বিষয়ে পৃথকভাবে ৩৫% নম্বর পেতে হবে।	[643, 1058, 746, 1125]
instruction-paragraph: ক. ভর্তির জন্য লিখিত পরীক্ষাঃ ০২-১১-২০১৩ থেকে ০৯-১১-২০১৩ তারিখের মধ্যে অনুষ্ঠিত হবে। এই পরীক্ষার বিস্তারিত সময়সূচি প্রকাশ করা হবে।	[754, 1851, 1468, 1866]
instruction-paragraph: (২) মাধ্যমিক পরীক্ষার জিপিএ-র ৪ গুণ এবং উচ্চমাধ্যমিক পরীক্ষার জিপিএ-র ৪ গুণ সহ মোট ৪০ নম্বর যোগ করা হবে।	[754, 1709, 1328, 1723]
department-name: দর্শন (C4)	[9, 1227, 127, 1327]
